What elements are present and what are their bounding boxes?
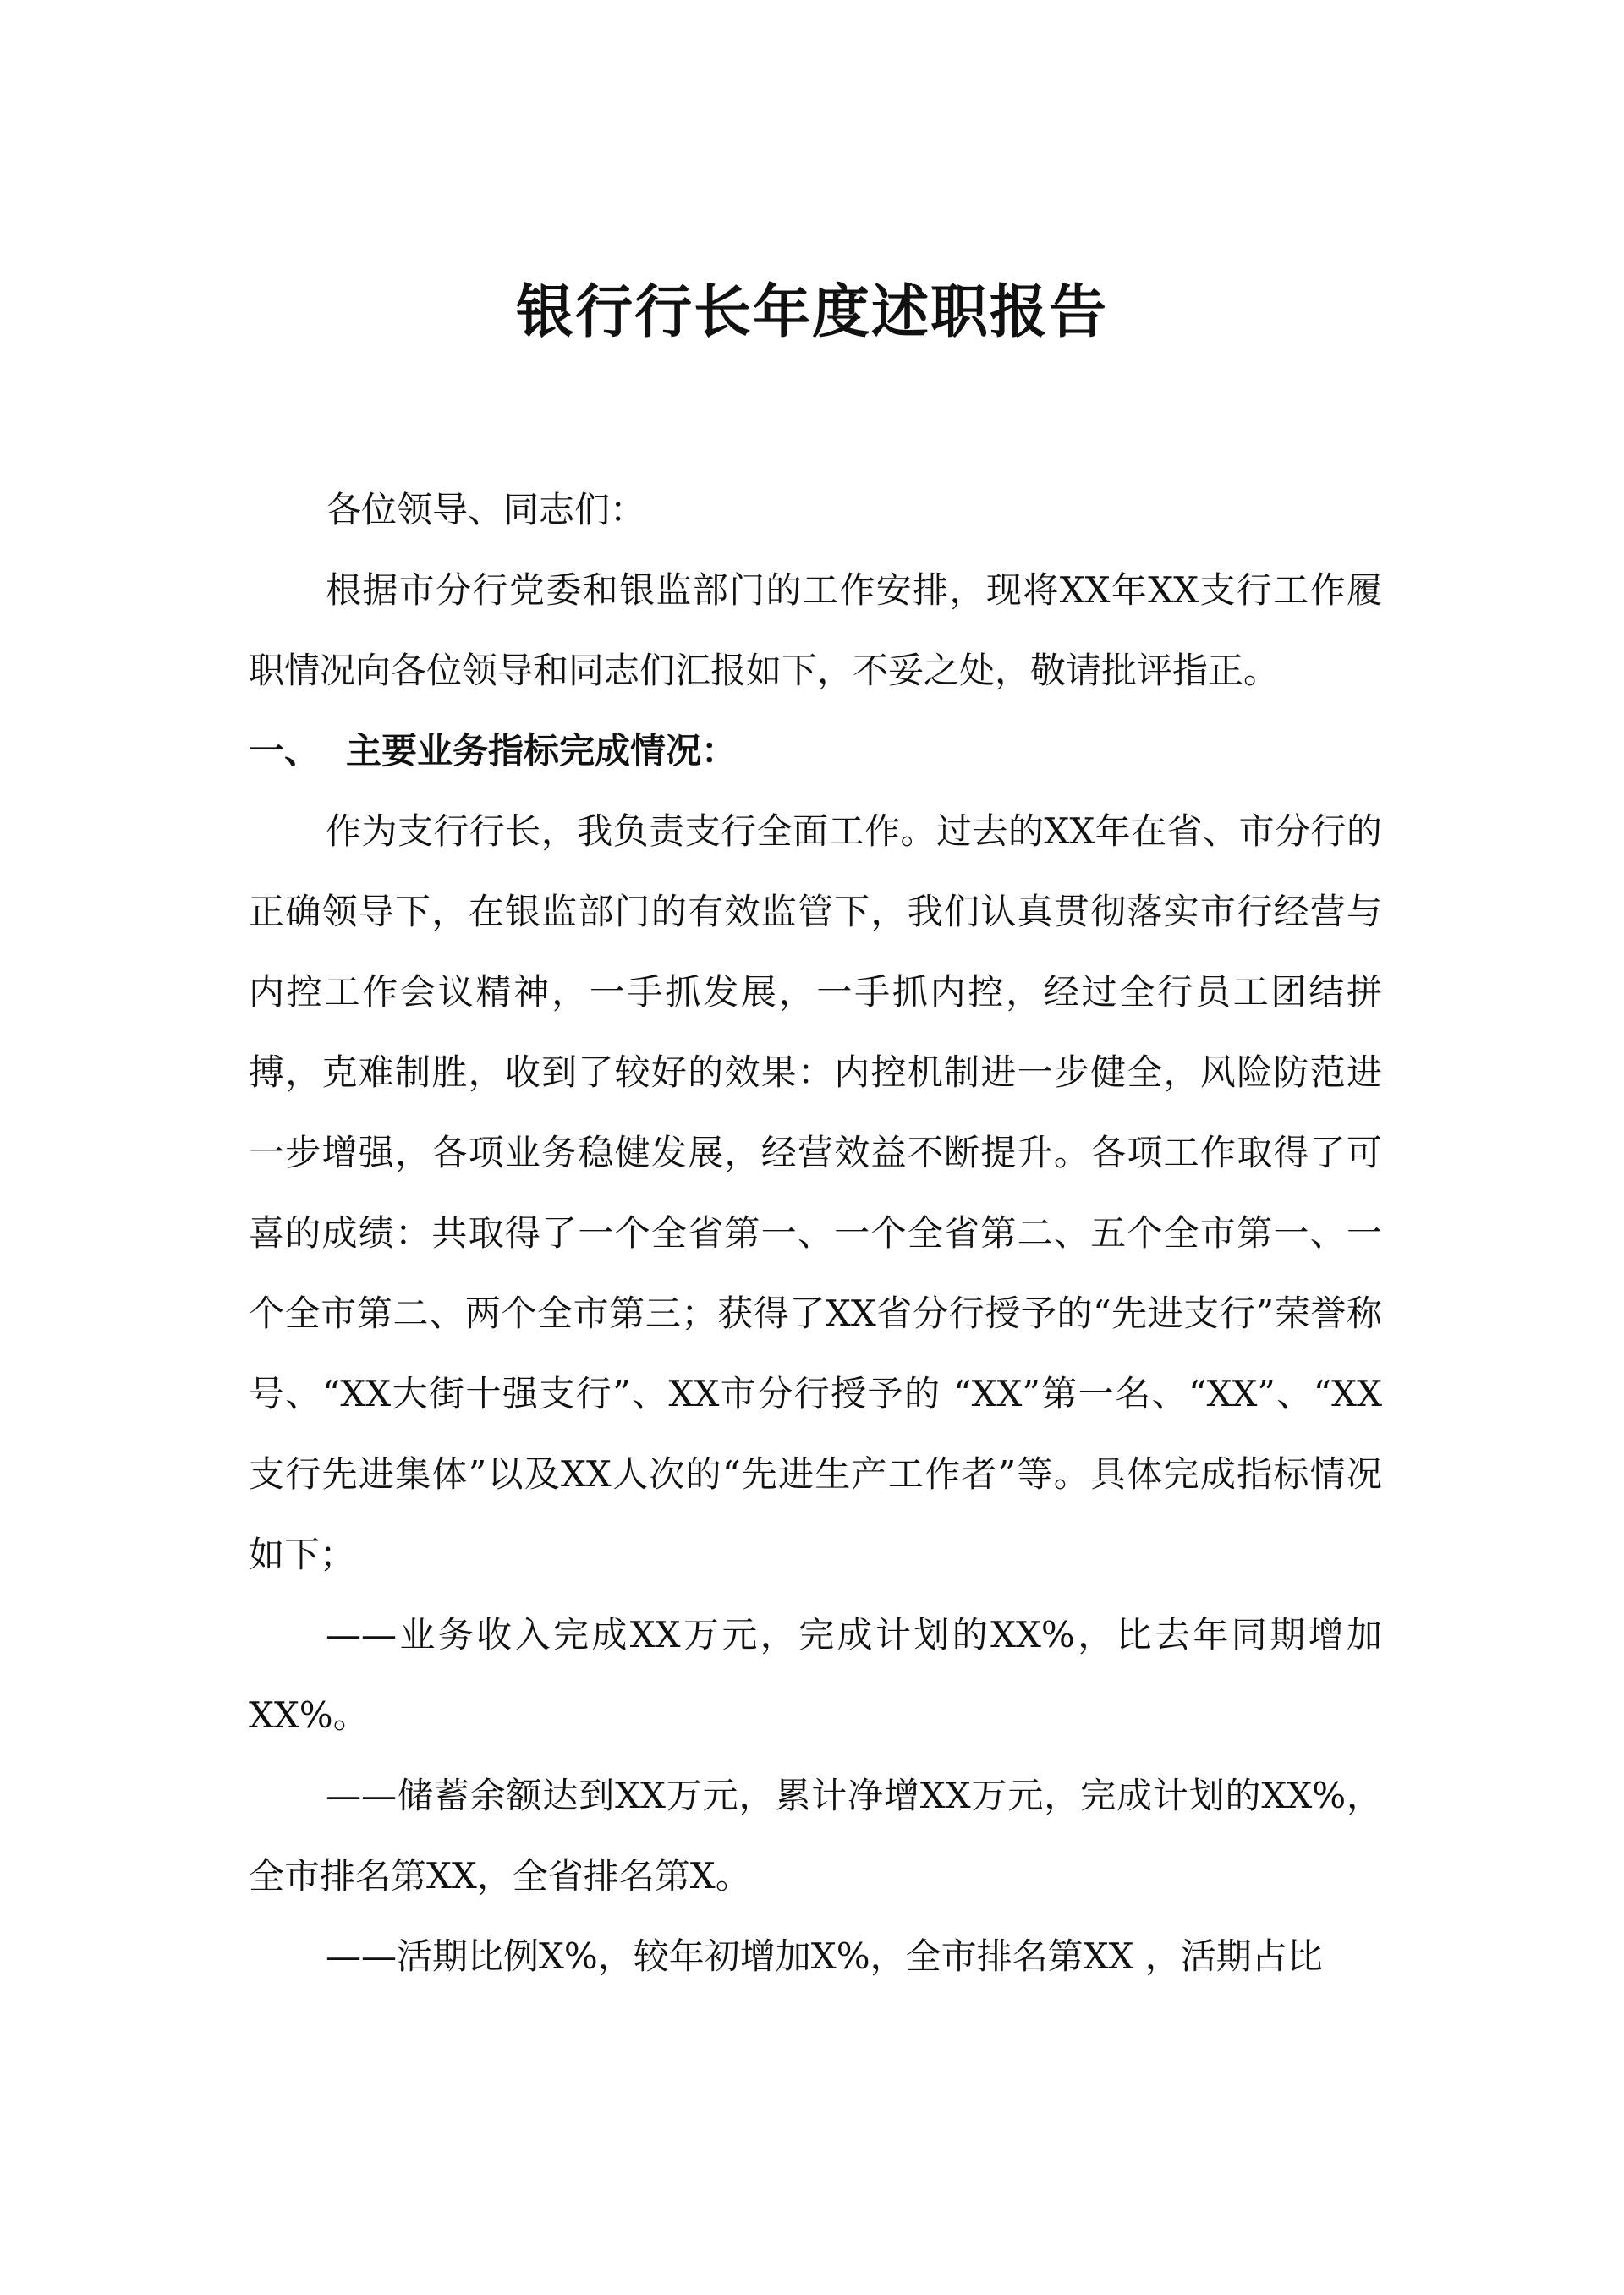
indicator-paragraph: ——活期比例X%，较年初增加X%，全市排名第XX ，活期占比 bbox=[326, 1935, 1323, 1977]
indicator-paragraph: ——储蓄余额达到XX万元，累计净增XX万元，完成计划的XX%，全市排名第XX，全省排名第X。 bbox=[249, 1775, 1382, 1897]
salutation: 各位领导、同志们： bbox=[326, 489, 646, 530]
section-number: 一、 bbox=[249, 730, 321, 771]
intro-paragraph: 根据市分行党委和银监部门的工作安排，现将XX年XX支行工作履职情况向各位领导和同志们汇报如下，不妥之处，敬请批评指正。 bbox=[249, 569, 1382, 691]
section-heading-1 bbox=[249, 711, 1382, 791]
document-title: 银行行长年度述职报告 bbox=[515, 278, 1108, 346]
document-body bbox=[249, 469, 1382, 1996]
body-paragraph: 作为支行行长，我负责支行全面工作。过去的XX年在省、市分行的正确领导下，在银监部门的有效监管下，我们认真贯彻落实市行经营与内控工作会议精神，一手抓发展，一手抓内控，经过全行员工团结拼搏，克难制胜，收到了较好的效果：内控机制进一步健全，风险防范进一步增强，各项业务稳健发展，经营效益不断提升。各项工作取得了可喜的成绩：共取得了一个全省第一、一个全省第二、五个全市第一、一个全市第二、两个全市第三；获得了XX省分行授予的“先进支行”荣誉称号、“XX大街十强支行”、XX市分行授予的 “XX”第一名、“XX”、“XX支行先进集体”以及XX人次的“先进生产工作者”等。具体完成指标情况如下； bbox=[249, 810, 1382, 1575]
indicator-paragraph: ——业务收入完成XX万元，完成计划的XX%，比去年同期增加XX%。 bbox=[249, 1614, 1382, 1736]
section-title: 主要业务指标完成情况： bbox=[346, 730, 738, 771]
